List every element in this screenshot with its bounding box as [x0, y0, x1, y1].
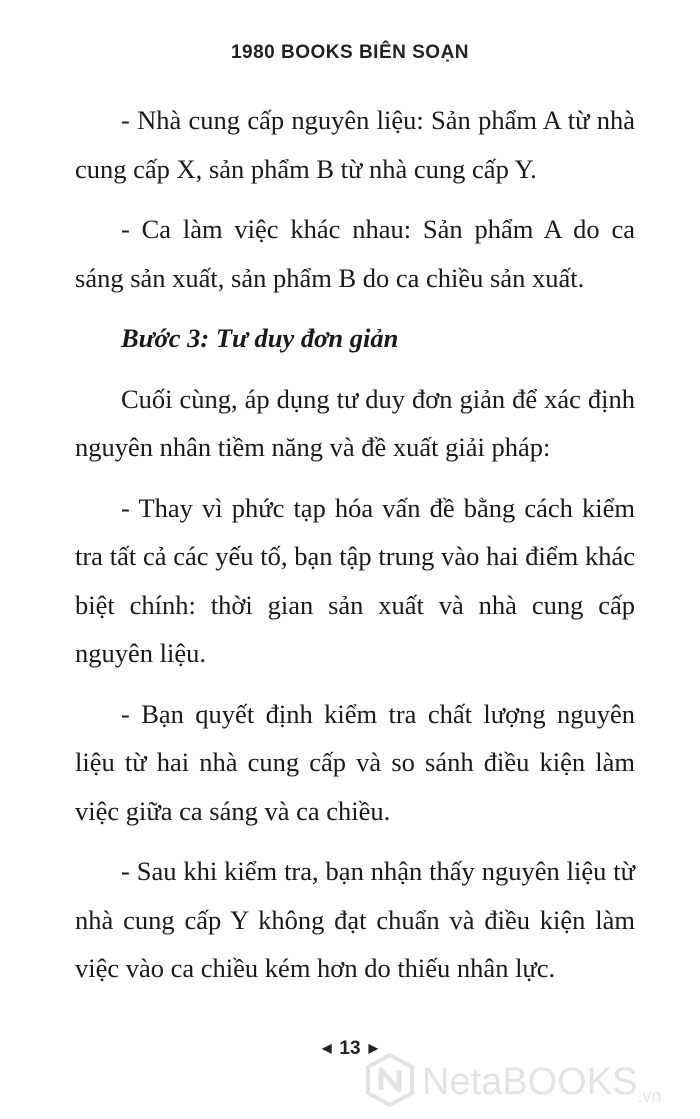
running-header: 1980 BOOKS BIÊN SOẠN	[230, 42, 470, 63]
page-body	[75, 96, 635, 1005]
next-page-arrow-icon: ▶	[368, 1041, 378, 1055]
prev-page-arrow-icon: ◀	[322, 1041, 332, 1055]
watermark-brand: NetaBOOKS	[422, 1061, 638, 1103]
netabooks-logo-icon	[362, 1052, 418, 1113]
paragraph-suppliers: - Nhà cung cấp nguyên liệu: Sản phẩm A từ nhà cung cấp X, sản phẩm B từ nhà cung cấp Y.	[75, 105, 635, 184]
netabooks-watermark	[362, 1052, 661, 1113]
paragraph-shifts: - Ca làm việc khác nhau: Sản phẩm A do ca sáng sản xuất, sản phẩm B do ca chiều sản xuất.	[75, 214, 635, 293]
paragraph-intro: Cuối cùng, áp dụng tư duy đơn giản để xác định nguyên nhân tiềm năng và đề xuất giải pháp:	[75, 383, 635, 462]
watermark-suffix: .vn	[637, 1086, 662, 1106]
paragraph-decision: - Bạn quyết định kiểm tra chất lượng nguyên liệu từ hai nhà cung cấp và so sánh điều kiện làm việc giữa ca sáng và ca chiều.	[75, 698, 635, 826]
paragraph-result: - Sau khi kiểm tra, bạn nhận thấy nguyên liệu từ nhà cung cấp Y không đạt chuẩn và điều kiện làm việc vào ca chiều kém hơn do thiếu nhân lực.	[75, 856, 635, 983]
section-heading-step-3: Bước 3: Tư duy đơn giản	[121, 323, 399, 353]
paragraph-focus: - Thay vì phức tạp hóa vấn đề bằng cách kiểm tra tất cả các yếu tố, bạn tập trung vào hai điểm khác biệt chính: thời gian sản xuất và nhà cung cấp nguyên liệu.	[75, 492, 635, 668]
page-number: 13	[339, 1038, 361, 1059]
